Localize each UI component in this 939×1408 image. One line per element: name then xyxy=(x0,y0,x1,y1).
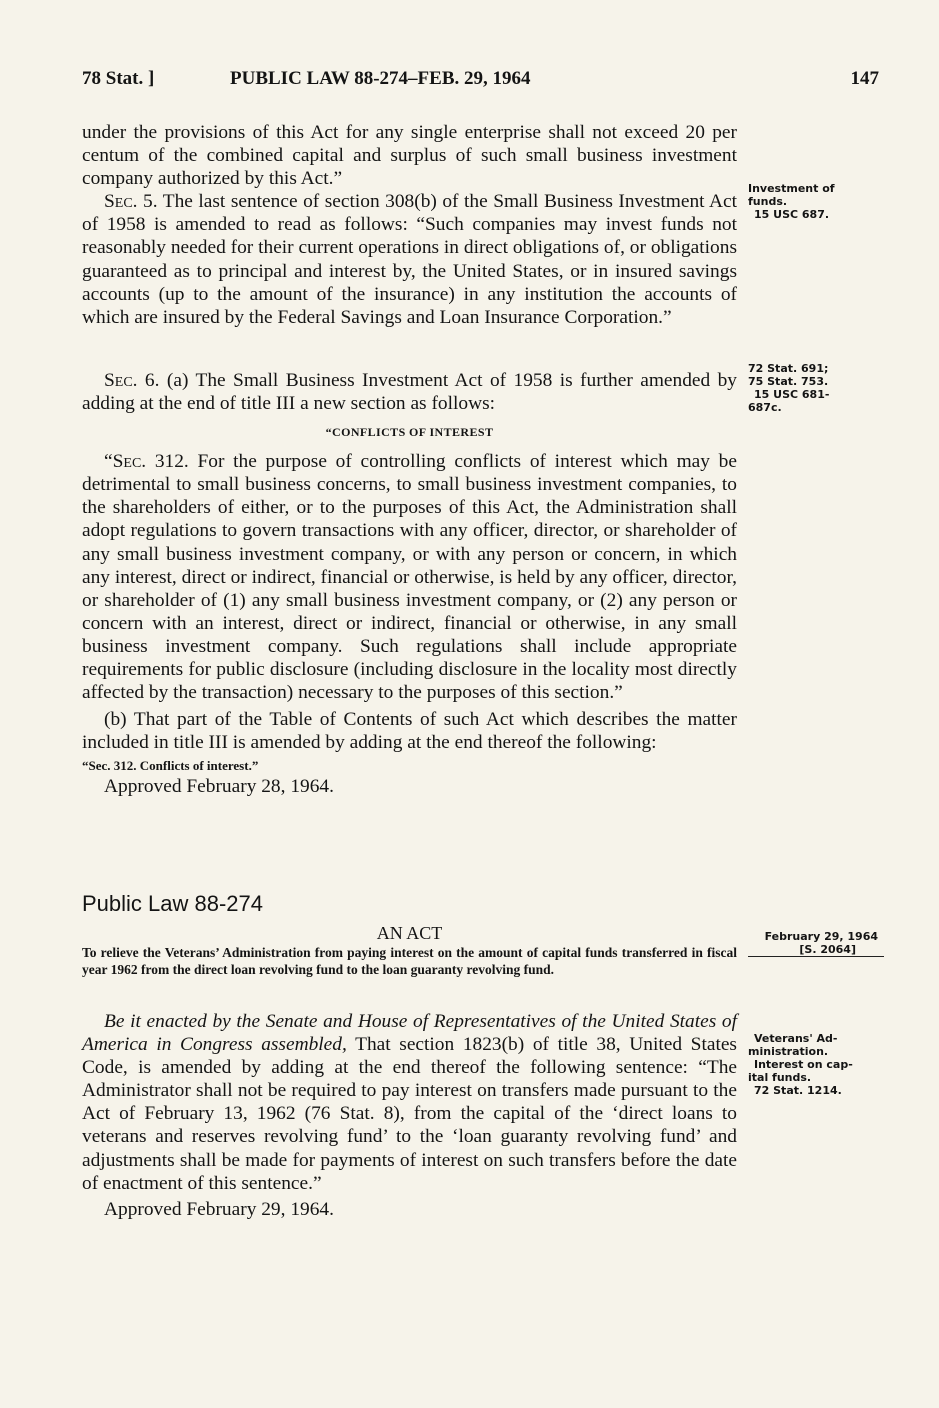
section-312 xyxy=(82,450,737,704)
public-law-title: Public Law 88-274 xyxy=(82,891,264,916)
section-6-part-b: (b) That part of the Table of Contents of such Act which describes the matter included in title III is amended by adding at the end thereof the following: xyxy=(82,709,737,754)
statute-reference: 78 Stat. ] xyxy=(82,68,155,89)
note-line: 15 USC 687. xyxy=(754,208,830,221)
margin-note-veterans xyxy=(748,1032,878,1097)
section-6-block xyxy=(82,369,737,798)
margin-note-stat-refs xyxy=(748,362,878,414)
section-6 xyxy=(82,369,737,415)
public-law-header-title: PUBLIC LAW 88-274–FEB. 29, 1964 xyxy=(230,68,531,89)
note-line: February 29, 1964 xyxy=(764,930,878,943)
an-act-heading: AN ACT xyxy=(376,923,443,943)
note-line: [S. 2064] xyxy=(799,943,856,956)
act-body xyxy=(82,1010,737,1195)
note-line: 687c. xyxy=(748,401,782,414)
note-line: 75 Stat. 753. xyxy=(748,375,829,388)
note-line: 72 Stat. 691; xyxy=(748,362,829,375)
section-312-text: For the purpose of controlling conflicts of interest which may be detrimental to small business concerns, to small business investment companies, to the shareholders of either, or to the purposes of this Act, the Administration shall adopt regulations to govern transactions with any officer, director, or shareholder of any small business investment company, or with any person or concern, in which any interest, direct or indirect, financial or otherwise, is held by any officer, director, or shareholder of (1) any small business investment company, or (2) any person or concern with an interest, direct or indirect, financial or otherwise, in any small business investment company. Such regulations shall include appropriate requirements for public disclosure (including disclosure in the locality most directly affected by the transaction) necessary to the purposes of this section.” xyxy=(82,451,737,704)
section-6-label: Sec. 6. xyxy=(104,370,160,391)
main-text-block xyxy=(82,121,737,329)
act-body-block xyxy=(82,1010,737,1221)
section-5 xyxy=(82,190,737,329)
section-6-text: (a) The Small Business Investment Act of 1958 is further amended by adding at the end of title III a new section as follows: xyxy=(82,370,738,415)
note-line: ital funds. xyxy=(748,1071,812,1084)
section-5-text: The last sentence of section 308(b) of the Small Business Investment Act of 1958 is amended to read as follows: “Such companies may invest funds not reasonably needed for their current operations in direct obligations of, or obligations guaranteed as to principal and interest by, the United States, or in insured savings accounts (up to the amount of the insurance) in any institution the accounts of which are insured by the Federal Savings and Loan Insurance Corporation.” xyxy=(82,191,737,328)
note-divider xyxy=(748,956,884,957)
note-line: ministration. xyxy=(748,1045,829,1058)
note-line: Interest on cap- xyxy=(754,1058,853,1071)
note-line: Investment of xyxy=(748,182,835,195)
toc-entry: “Sec. 312. Conflicts of interest.” xyxy=(82,758,259,774)
note-line: funds. xyxy=(748,195,788,208)
margin-note-date xyxy=(748,930,878,957)
note-line: 15 USC 681- xyxy=(754,388,830,401)
enacting-clause: Be it enacted by the Senate and House of Representatives of the United States of America in Congress assembled, xyxy=(82,1011,737,1056)
note-line: Veterans' Ad- xyxy=(754,1032,838,1045)
margin-note-investment xyxy=(748,182,878,221)
approved-date-1: Approved February 28, 1964. xyxy=(104,776,334,798)
section-5-label: Sec. 5. xyxy=(104,191,158,213)
approved-date-2: Approved February 29, 1964. xyxy=(104,1198,334,1220)
act-body-text: That section 1823(b) of title 38, United States Code, is amended by adding at the end thereof the following sentence: “The Administrator shall not be required to pay interest on transfers made pursuant to the Act of February 13, 1962 (76 Stat. 8), from the capital of the ‘direct loans to veterans and reserves revolving fund’ to the ‘loan guaranty revolving fund’ and adjustments shall be made for payments of interest on such transfers before the date of enactment of this sentence.” xyxy=(82,1034,737,1194)
conflicts-heading: “CONFLICTS OF INTEREST xyxy=(325,425,494,440)
page-number: 147 xyxy=(850,68,879,89)
act-purpose: To relieve the Veterans’ Administration from paying interest on the amount of capital funds transferred in fiscal year 1962 from the direct loan revolving fund to the loan guaranty revolving fund. xyxy=(82,945,737,977)
section4-continuation: under the provisions of this Act for any single enterprise shall not exceed 20 per centum of the combined capital and surplus of such small business investment company authorized by this Act.” xyxy=(82,122,737,190)
running-header xyxy=(82,64,879,94)
note-line: 72 Stat. 1214. xyxy=(754,1084,842,1097)
section-312-label: “Sec. 312. xyxy=(104,451,189,473)
